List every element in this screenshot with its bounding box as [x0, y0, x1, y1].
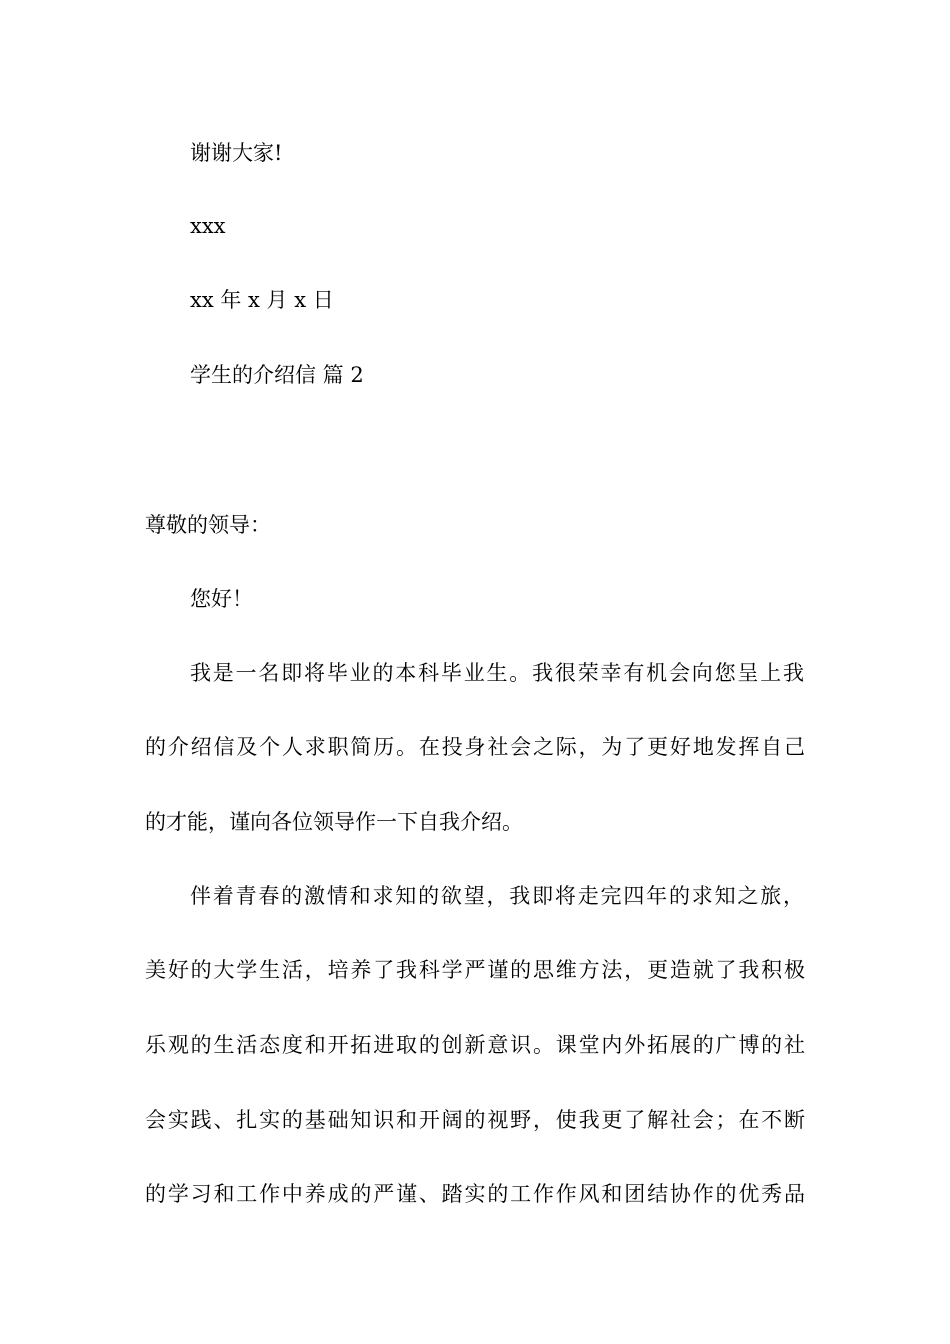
closing-line: 谢谢大家!	[190, 141, 283, 165]
date-line: xx 年 x 月 x 日	[190, 288, 334, 312]
paragraph-line: 乐观的生活态度和开拓进取的创新意识。课堂内外拓展的广博的社	[145, 1033, 805, 1057]
paragraph-line: 的才能，谨向各位领导作一下自我介绍。	[145, 810, 523, 834]
paragraph-line: 伴着青春的激情和求知的欲望，我即将走完四年的求知之旅，	[190, 884, 804, 908]
salutation-line: 尊敬的领导：	[145, 513, 271, 537]
paragraph-line: 我是一名即将毕业的本科毕业生。我很荣幸有机会向您呈上我	[190, 661, 804, 685]
signature-line: xxx	[190, 214, 226, 238]
paragraph-line: 的学习和工作中养成的严谨、踏实的工作作风和团结协作的优秀品	[145, 1182, 805, 1206]
paragraph-line: 的介绍信及个人求职简历。在投身社会之际，为了更好地发挥自己	[145, 735, 805, 759]
section-heading: 学生的介绍信 篇 2	[190, 363, 364, 387]
paragraph-line: 美好的大学生活，培养了我科学严谨的思维方法，更造就了我积极	[145, 958, 805, 982]
paragraph-line: 会实践、扎实的基础知识和开阔的视野，使我更了解社会；在不断	[145, 1108, 805, 1132]
greeting-line: 您好！	[190, 587, 253, 611]
